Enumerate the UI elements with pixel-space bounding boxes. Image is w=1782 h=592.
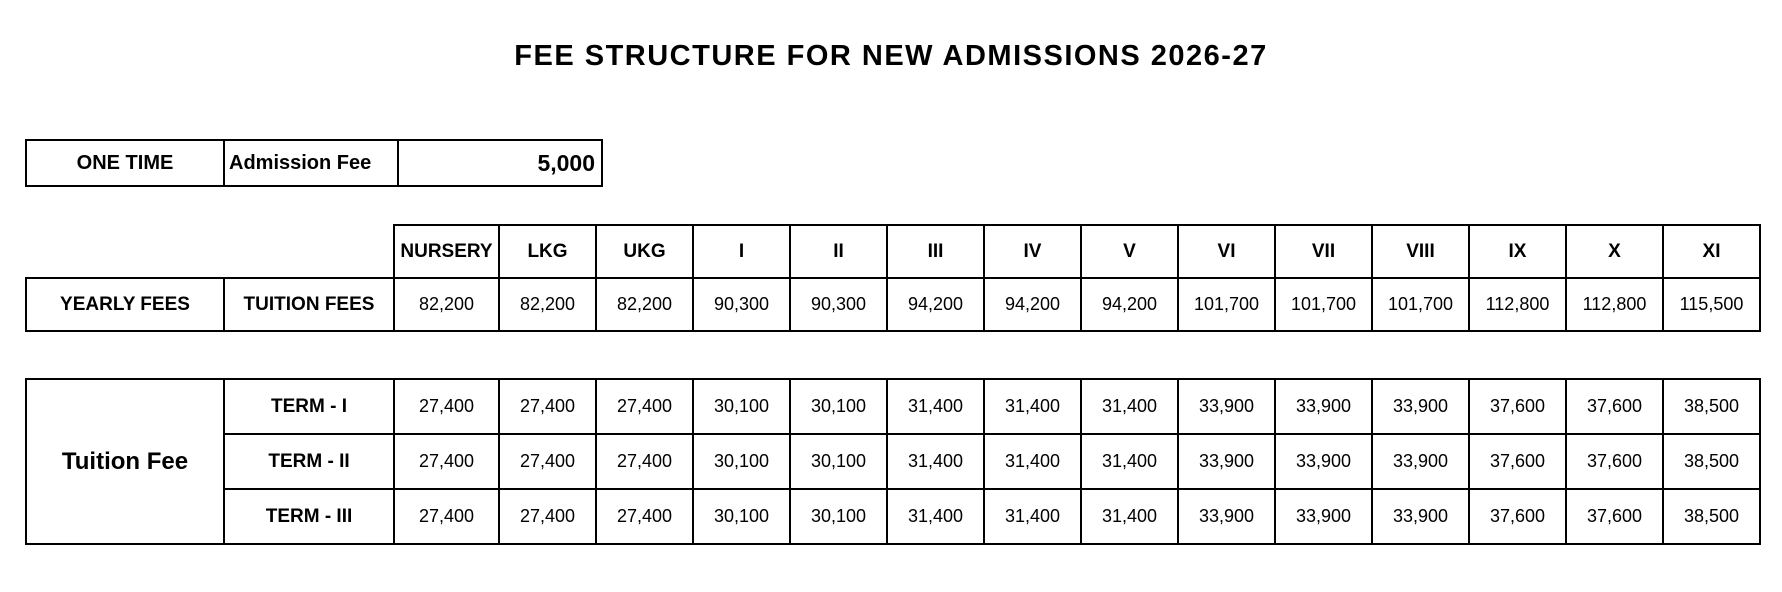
term-fee-cell: 30,100	[693, 379, 790, 434]
blank-cell	[26, 225, 224, 278]
term-label: TERM - II	[224, 434, 394, 489]
term-fee-cell: 27,400	[394, 434, 499, 489]
yearly-fee-cell: 101,700	[1275, 278, 1372, 331]
term-fee-cell: 31,400	[1081, 379, 1178, 434]
term-label: TERM - I	[224, 379, 394, 434]
admission-fee-row	[26, 140, 602, 186]
term-fee-cell: 38,500	[1663, 379, 1760, 434]
term-fee-cell: 37,600	[1566, 379, 1663, 434]
class-header-row	[26, 225, 1760, 278]
term-row	[26, 434, 1760, 489]
term-fee-cell: 33,900	[1275, 489, 1372, 544]
term-fee-cell: 33,900	[1372, 489, 1469, 544]
term-fee-cell: 37,600	[1469, 379, 1566, 434]
admission-fee-label: Admission Fee	[224, 140, 398, 186]
term-fee-cell: 31,400	[887, 489, 984, 544]
yearly-fee-cell: 82,200	[394, 278, 499, 331]
class-header: V	[1081, 225, 1178, 278]
yearly-fees-label: YEARLY FEES	[26, 278, 224, 331]
term-fee-cell: 37,600	[1566, 489, 1663, 544]
term-fee-cell: 33,900	[1178, 434, 1275, 489]
class-header: LKG	[499, 225, 596, 278]
term-fee-cell: 27,400	[596, 379, 693, 434]
term-fee-cell: 30,100	[790, 434, 887, 489]
yearly-fee-cell: 82,200	[596, 278, 693, 331]
term-fees-table	[25, 378, 1761, 545]
page-title: FEE STRUCTURE FOR NEW ADMISSIONS 2026-27	[514, 40, 1268, 72]
term-fee-cell: 31,400	[984, 489, 1081, 544]
term-fee-cell: 33,900	[1178, 489, 1275, 544]
class-header: UKG	[596, 225, 693, 278]
yearly-fee-cell: 94,200	[887, 278, 984, 331]
yearly-fee-cell: 112,800	[1469, 278, 1566, 331]
term-fee-cell: 30,100	[693, 434, 790, 489]
term-fee-cell: 31,400	[887, 379, 984, 434]
tuition-fee-label: Tuition Fee	[26, 379, 224, 544]
yearly-fees-row	[26, 278, 1760, 331]
yearly-fees-table	[25, 224, 1761, 332]
term-fee-cell: 33,900	[1275, 379, 1372, 434]
yearly-fee-cell: 101,700	[1372, 278, 1469, 331]
term-fee-cell: 27,400	[596, 434, 693, 489]
class-header: NURSERY	[394, 225, 499, 278]
yearly-fee-cell: 82,200	[499, 278, 596, 331]
class-header: X	[1566, 225, 1663, 278]
class-header: IX	[1469, 225, 1566, 278]
yearly-fee-cell: 101,700	[1178, 278, 1275, 331]
blank-cell	[224, 225, 394, 278]
term-row	[26, 379, 1760, 434]
term-fee-cell: 31,400	[1081, 489, 1178, 544]
admission-fee-table	[25, 139, 603, 187]
one-time-label: ONE TIME	[26, 140, 224, 186]
class-header: VII	[1275, 225, 1372, 278]
class-header: I	[693, 225, 790, 278]
term-fee-cell: 27,400	[596, 489, 693, 544]
term-fee-cell: 33,900	[1372, 434, 1469, 489]
term-fee-cell: 30,100	[790, 379, 887, 434]
term-fee-cell: 31,400	[984, 379, 1081, 434]
term-fee-cell: 38,500	[1663, 434, 1760, 489]
term-fee-cell: 38,500	[1663, 489, 1760, 544]
yearly-fee-cell: 94,200	[984, 278, 1081, 331]
term-fee-cell: 30,100	[693, 489, 790, 544]
term-fee-cell: 27,400	[394, 489, 499, 544]
class-header: VI	[1178, 225, 1275, 278]
term-fee-cell: 31,400	[1081, 434, 1178, 489]
term-fee-cell: 33,900	[1178, 379, 1275, 434]
yearly-fee-cell: 94,200	[1081, 278, 1178, 331]
term-fee-cell: 37,600	[1566, 434, 1663, 489]
term-fee-cell: 27,400	[499, 434, 596, 489]
class-header: II	[790, 225, 887, 278]
term-fee-cell: 31,400	[984, 434, 1081, 489]
admission-fee-amount: 5,000	[398, 140, 602, 186]
term-label: TERM - III	[224, 489, 394, 544]
yearly-fee-cell: 112,800	[1566, 278, 1663, 331]
term-fee-cell: 37,600	[1469, 434, 1566, 489]
yearly-fee-cell: 115,500	[1663, 278, 1760, 331]
tuition-fees-label: TUITION FEES	[224, 278, 394, 331]
term-fee-cell: 27,400	[499, 379, 596, 434]
class-header: VIII	[1372, 225, 1469, 278]
class-header: III	[887, 225, 984, 278]
class-header: XI	[1663, 225, 1760, 278]
term-fee-cell: 33,900	[1372, 379, 1469, 434]
term-fee-cell: 31,400	[887, 434, 984, 489]
class-header: IV	[984, 225, 1081, 278]
yearly-fee-cell: 90,300	[693, 278, 790, 331]
term-fee-cell: 33,900	[1275, 434, 1372, 489]
term-fee-cell: 37,600	[1469, 489, 1566, 544]
term-fee-cell: 27,400	[394, 379, 499, 434]
yearly-fee-cell: 90,300	[790, 278, 887, 331]
term-row	[26, 489, 1760, 544]
term-fee-cell: 27,400	[499, 489, 596, 544]
term-fee-cell: 30,100	[790, 489, 887, 544]
